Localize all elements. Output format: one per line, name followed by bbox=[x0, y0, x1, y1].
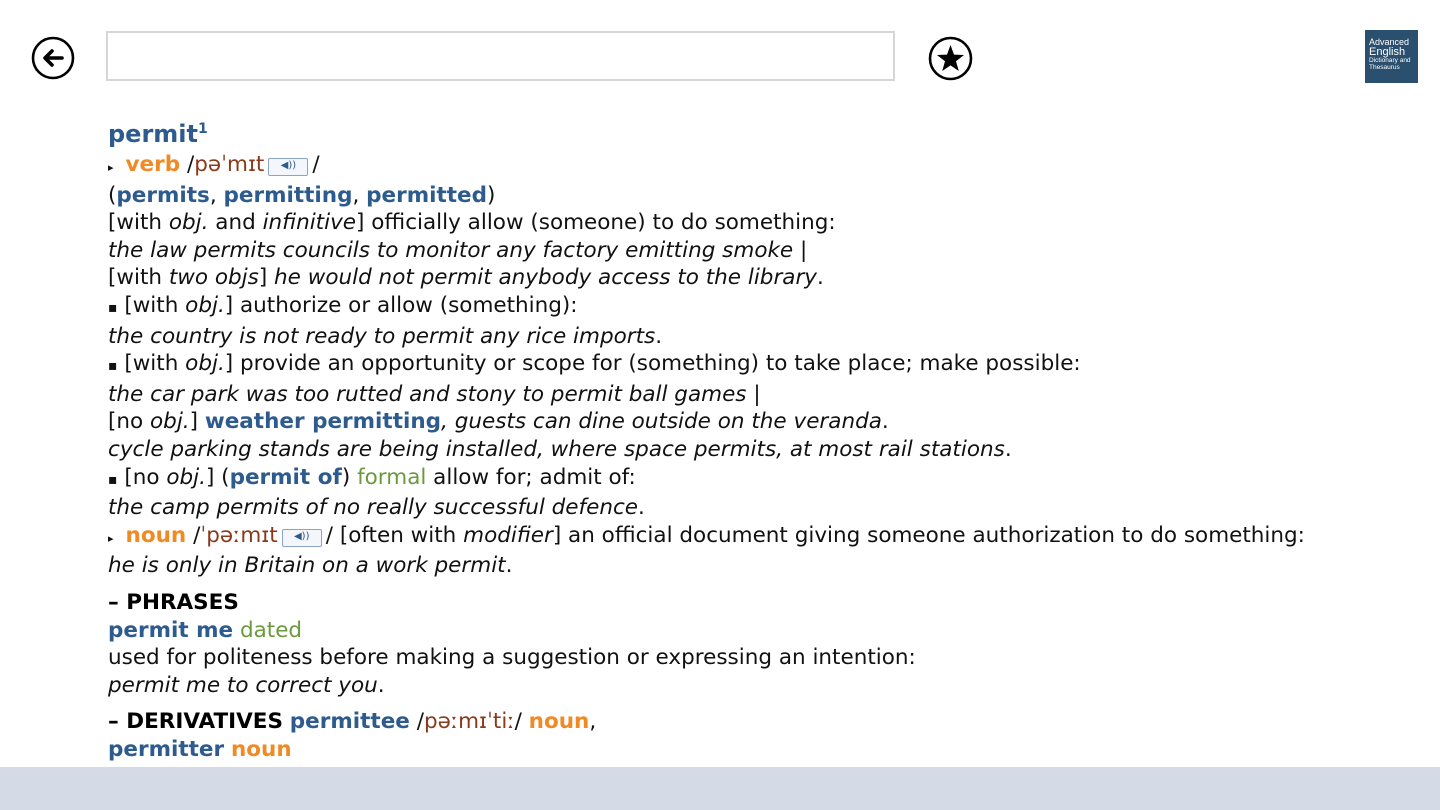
speaker-icon[interactable]: ◀)) bbox=[282, 529, 322, 547]
derivative-link[interactable]: permitter bbox=[108, 736, 225, 762]
homograph-number: 1 bbox=[198, 121, 208, 137]
sense-definition: [with obj. and infinitive] officially allow (someone) to do something: bbox=[108, 210, 836, 236]
app-logo-line: English bbox=[1369, 46, 1406, 58]
example-sentence: the camp permits of no really successful defence. bbox=[108, 495, 645, 521]
app-logo bbox=[1365, 30, 1418, 83]
top-bar bbox=[0, 0, 1440, 100]
expand-triangle-icon[interactable]: ▸ bbox=[108, 531, 114, 545]
expand-triangle-icon[interactable]: ▸ bbox=[108, 161, 114, 174]
example-sentence: permit me to correct you. bbox=[108, 672, 385, 698]
part-of-speech: noun bbox=[125, 522, 187, 548]
sense-definition: ▪ [with obj.] authorize or allow (something): bbox=[108, 292, 578, 318]
pronunciation: ˈpəːmɪt bbox=[200, 522, 278, 548]
pronunciation: pəˈmɪt bbox=[194, 152, 265, 177]
noun-pos-line: ▸ noun /ˈpəːmɪt ◀)) / [often with modifier] an official document giving someone authorization to do something: bbox=[108, 522, 1305, 548]
example-sentence: the country is not ready to permit any rice imports. bbox=[108, 323, 663, 349]
favorite-star-icon[interactable] bbox=[928, 36, 973, 81]
part-of-speech: noun bbox=[528, 709, 590, 735]
inflections-line: (permits, permitting, permitted) bbox=[108, 182, 496, 208]
pronunciation: pəːmɪˈtiː bbox=[423, 709, 515, 735]
derivatives-heading: – DERIVATIVES bbox=[108, 709, 283, 735]
sense-definition: used for politeness before making a suggestion or expressing an intention: bbox=[108, 645, 916, 671]
example-sentence: he is only in Britain on a work permit. bbox=[108, 553, 513, 579]
register-label: dated bbox=[239, 617, 303, 643]
app-bar[interactable] bbox=[0, 767, 1440, 810]
derivatives-line: – DERIVATIVES permittee /pəːmɪˈtiː/ noun, bbox=[108, 709, 597, 735]
headword: permit bbox=[108, 120, 198, 148]
headword-line bbox=[108, 112, 1368, 151]
part-of-speech: noun bbox=[230, 736, 292, 762]
back-arrow-icon[interactable] bbox=[31, 36, 75, 80]
bullet-icon: ▪ bbox=[108, 299, 118, 316]
phrase-link[interactable]: permit me bbox=[108, 617, 234, 643]
dictionary-entry bbox=[108, 112, 1368, 791]
inflection[interactable]: permitting bbox=[223, 182, 353, 208]
part-of-speech: verb bbox=[125, 152, 181, 177]
example-sentence: [with two objs] he would not permit anybody access to the library. bbox=[108, 265, 824, 291]
phrase-link[interactable]: permit of bbox=[229, 464, 342, 490]
inflection[interactable]: permitted bbox=[366, 182, 488, 208]
search-input[interactable] bbox=[106, 31, 895, 81]
example-sentence: cycle parking stands are being installed, where space permits, at most rail stations. bbox=[108, 436, 1012, 462]
app-logo-line: Dictionary and bbox=[1369, 57, 1411, 64]
example-sentence: the law permits councils to monitor any factory emitting smoke | bbox=[108, 237, 808, 263]
example-sentence: [no obj.] weather permitting, guests can dine outside on the veranda. bbox=[108, 409, 889, 435]
derivatives-line bbox=[108, 736, 1368, 764]
sense-definition: ▪ [with obj.] provide an opportunity or scope for (something) to take place; make possible: bbox=[108, 351, 1081, 377]
app-logo-line: Advanced bbox=[1369, 37, 1410, 47]
derivative-link[interactable]: permittee bbox=[289, 709, 410, 735]
speaker-icon[interactable]: ◀)) bbox=[268, 158, 308, 176]
bullet-icon: ▪ bbox=[108, 358, 118, 375]
phrase-link[interactable]: weather permitting bbox=[204, 409, 442, 435]
bullet-icon: ▪ bbox=[108, 471, 118, 488]
phrases-heading: – PHRASES bbox=[108, 589, 239, 615]
verb-pos-line: ▸ verb /pəˈmɪt ◀)) / bbox=[108, 152, 320, 177]
app-logo-line: Thesaurus bbox=[1369, 63, 1400, 71]
example-sentence: the car park was too rutted and stony to permit ball games | bbox=[108, 381, 761, 407]
phrase-line bbox=[108, 617, 1368, 645]
sense-definition: ▪ [no obj.] (permit of) formal allow for; admit of: bbox=[108, 464, 636, 490]
inflection[interactable]: permits bbox=[116, 182, 210, 208]
register-label: formal bbox=[357, 464, 427, 490]
